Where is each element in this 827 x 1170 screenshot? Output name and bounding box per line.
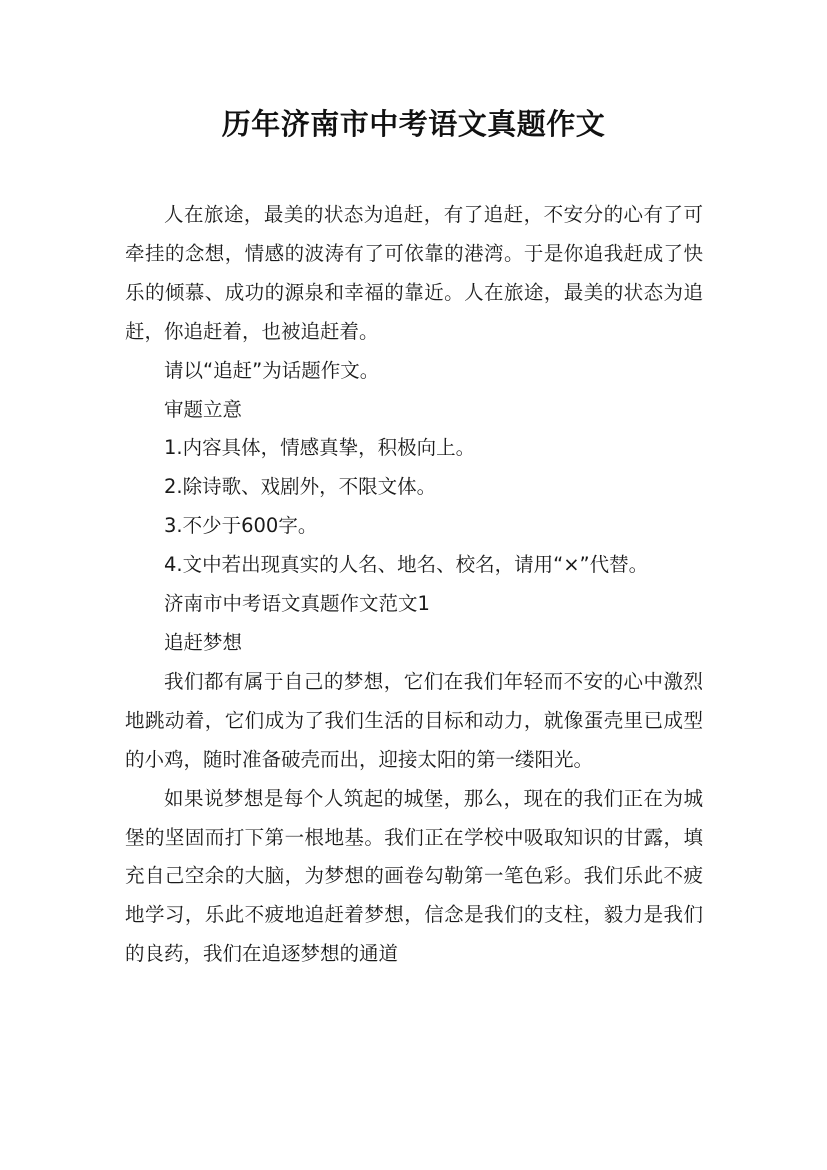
requirement-item: 4.文中若出现真实的人名、地名、校名，请用“×”代替。: [164, 553, 649, 577]
topic-instruction: 请以“追赶”为话题作文。: [164, 358, 380, 382]
requirement-item: 2.除诗歌、戏剧外，不限文体。: [164, 475, 437, 499]
sample-essay-heading: 济南市中考语文真题作文范文1: [164, 592, 430, 616]
essay-paragraph: 如果说梦想是每个人筑起的城堡，那么，现在的我们正在为城堡的坚固而打下第一根地基。我们正在学校中吸取知识的甘露，填充自己空余的大脑，为梦想的画卷勾勒第一笔色彩。我们乐此不疲地学习，乐此不疲地追赶着梦想，信念是我们的支柱，毅力是我们的良药，我们在追逐梦想的通道: [125, 786, 703, 966]
document-title: 历年济南市中考语文真题作文: [221, 107, 606, 141]
document-body: [125, 196, 703, 974]
requirement-item: 3.不少于600字。: [164, 514, 318, 538]
prompt-paragraph: 人在旅途，最美的状态为追赶，有了追赶，不安分的心有了可牵挂的念想，情感的波涛有了可依靠的港湾。于是你追我赶成了快乐的倾慕、成功的源泉和幸福的靠近。人在旅途，最美的状态为追赶，你追赶着，也被追赶着。: [125, 203, 703, 343]
section-heading-analysis: 审题立意: [164, 397, 243, 421]
essay-paragraph: 我们都有属于自己的梦想，它们在我们年轻而不安的心中激烈地跳动着，它们成为了我们生活的目标和动力，就像蛋壳里已成型的小鸡，随时准备破壳而出，迎接太阳的第一缕阳光。: [125, 669, 703, 771]
essay-title: 追赶梦想: [164, 630, 243, 654]
requirement-item: 1.内容具体，情感真挚，积极向上。: [164, 436, 476, 460]
